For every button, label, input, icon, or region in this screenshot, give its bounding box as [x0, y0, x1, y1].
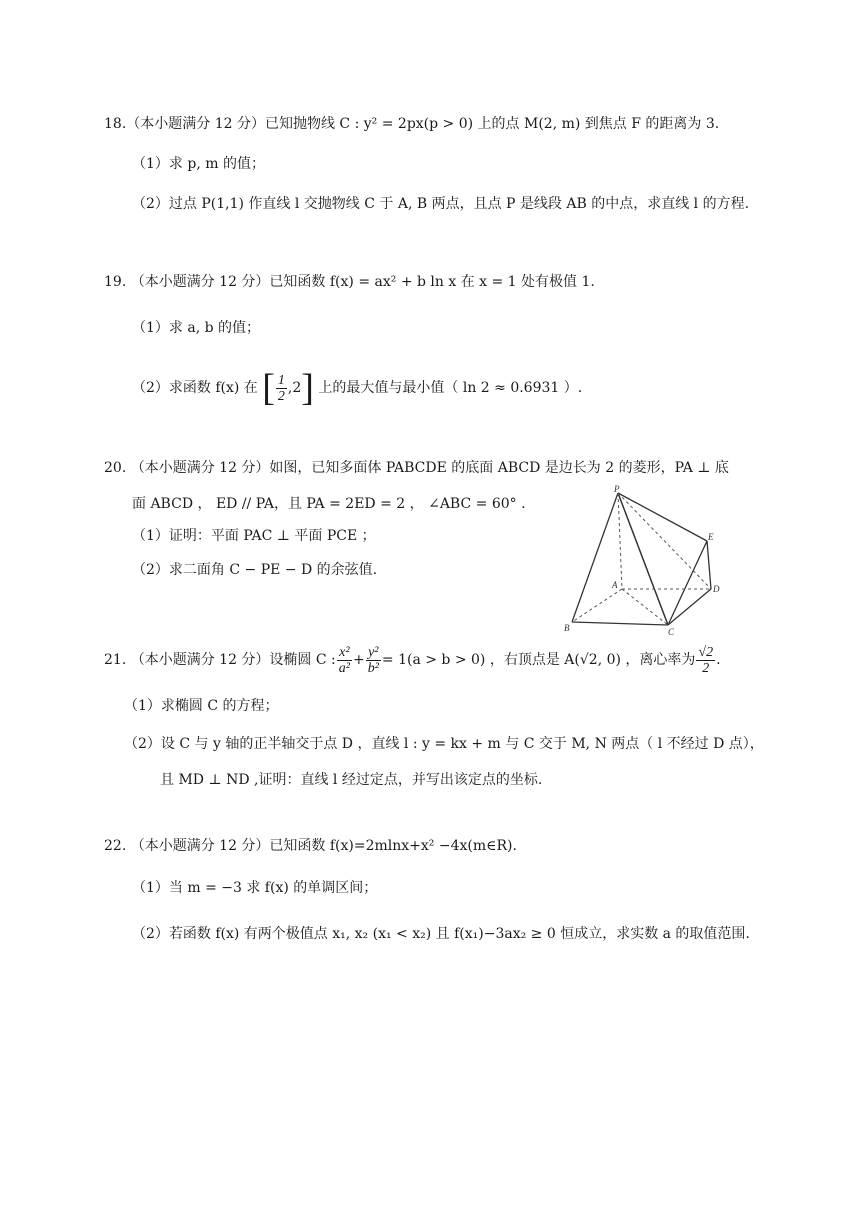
- q18-part1: （1）求 p, m 的值；: [132, 156, 265, 172]
- label-D: D: [713, 584, 720, 594]
- edge-CD: [668, 589, 711, 625]
- label-E: E: [708, 532, 714, 542]
- fraction-denominator: a²: [338, 660, 350, 676]
- fraction-numerator: x²: [337, 645, 352, 661]
- edge-PD-hidden: [618, 493, 711, 589]
- left-bracket: [: [262, 367, 275, 409]
- fraction-x2-a2: [337, 645, 352, 676]
- q21-part1: （1）求椭圆 C 的方程；: [124, 698, 279, 714]
- q21-stem-end: .: [716, 652, 721, 668]
- label-C: C: [668, 627, 675, 635]
- interval-upper: ,2: [287, 380, 302, 396]
- label-A: A: [612, 580, 618, 590]
- edge-PB: [572, 493, 618, 622]
- edge-BC: [572, 622, 668, 625]
- q22-stem: 22. （本小题满分 12 分）已知函数 f(x)=2mlnx+x² −4x(m∈R).: [104, 838, 517, 854]
- fraction-one-half: [276, 373, 287, 404]
- fraction-denominator: b²: [367, 660, 379, 676]
- q20-stem-cont: 面 ABCD ， ED // PA，且 PA = 2ED = 2 ， ∠ABC = 60° .: [132, 496, 526, 512]
- q21-part2-cont: 且 MD ⊥ ND ,证明：直线 l 经过定点，并写出该定点的坐标.: [160, 772, 543, 788]
- edge-AB-hidden: [572, 589, 622, 622]
- fraction-eccentricity: [696, 645, 715, 676]
- label-P: P: [614, 485, 620, 494]
- q19-part2-lead: （2）求函数 f(x) 在: [132, 380, 258, 396]
- q21-stem-lead: 21. （本小题满分 12 分）设椭圆 C :: [104, 652, 336, 668]
- right-bracket: ]: [301, 367, 314, 409]
- fraction-numerator: y²: [366, 645, 381, 661]
- q19-stem: 19. （本小题满分 12 分）已知函数 f(x) = ax² + b ln x 在 x = 1 处有极值 1.: [104, 274, 595, 290]
- q21-part2: （2）设 C 与 y 轴的正半轴交于点 D ，直线 l : y = kx + m 与 C 交于 M, N 两点（ l 不经过 D 点），: [124, 736, 764, 752]
- plus-sign: +: [352, 652, 365, 668]
- q20-part2: （2）求二面角 C − PE − D 的余弦值.: [132, 562, 378, 578]
- polyhedron-figure: [560, 485, 750, 635]
- edge-CE: [668, 541, 707, 625]
- q22-part2: （2）若函数 f(x) 有两个极值点 x₁, x₂ (x₁ < x₂) 且 f(x₁)−3ax₂ ≥ 0 恒成立，求实数 a 的取值范围.: [132, 926, 750, 942]
- q19-part2: [132, 368, 582, 408]
- q21-stem: [104, 640, 721, 680]
- label-B: B: [564, 623, 570, 633]
- q19-part1: （1）求 a, b 的值；: [132, 320, 261, 336]
- fraction-numerator: 1: [277, 372, 285, 388]
- q19-part2-tail: 上的最大值与最小值（ ln 2 ≈ 0.6931 ）.: [318, 380, 583, 396]
- q21-stem-mid: = 1(a > b > 0) ，右顶点是 A(√2, 0) ，离心率为: [381, 652, 696, 668]
- edge-PA-hidden: [618, 493, 622, 589]
- q20-part1: （1）证明：平面 PAC ⊥ 平面 PCE ；: [132, 528, 376, 544]
- q20-stem: 20. （本小题满分 12 分）如图，已知多面体 PABCDE 的底面 ABCD 是边长为 2 的菱形，PA ⊥ 底: [104, 460, 729, 476]
- q18-part2: （2）过点 P(1,1) 作直线 l 交抛物线 C 于 A, B 两点，且点 P 是线段 AB 的中点，求直线 l 的方程.: [132, 196, 750, 212]
- q22-part1: （1）当 m = −3 求 f(x) 的单调区间；: [132, 880, 378, 896]
- edge-ED: [707, 541, 711, 589]
- fraction-denominator: 2: [702, 660, 710, 676]
- edge-PE: [618, 493, 707, 541]
- fraction-numerator: √2: [698, 644, 714, 660]
- q18-stem: 18.（本小题满分 12 分）已知抛物线 C : y² = 2px(p > 0) 上的点 M(2, m) 到焦点 F 的距离为 3.: [104, 116, 720, 132]
- fraction-denominator: 2: [277, 388, 285, 404]
- fraction-y2-b2: [366, 645, 381, 676]
